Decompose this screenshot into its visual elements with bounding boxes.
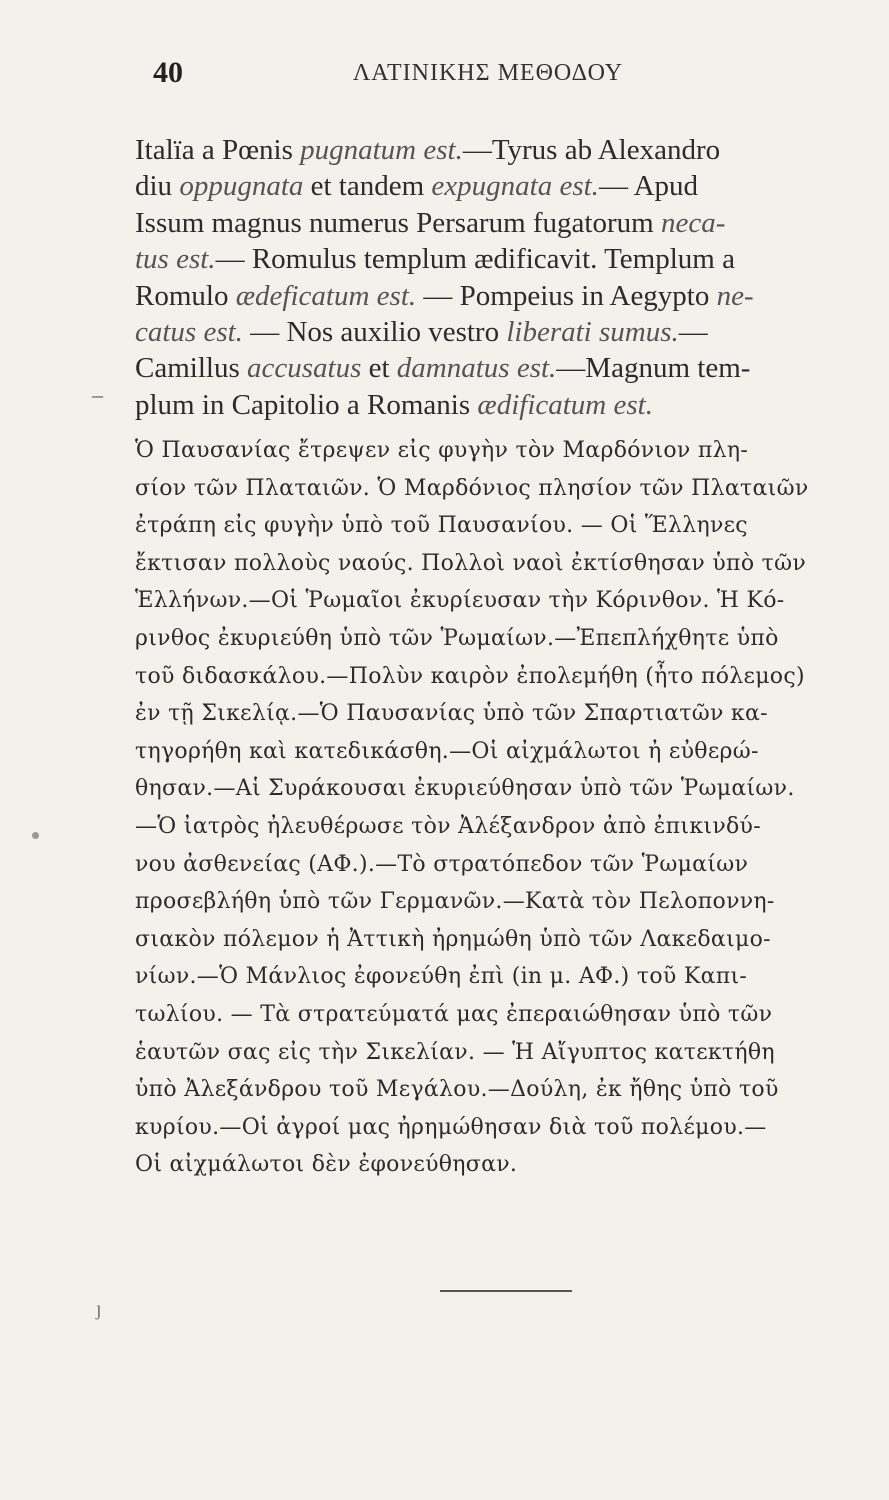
text-line	[135, 278, 875, 314]
text-line: ἐν τῇ Σικελίᾳ.—Ὁ Παυσανίας ὑπὸ τῶν Σπαρτιατῶν κα-	[135, 701, 768, 727]
italic-text: tus est.	[135, 243, 216, 276]
italic-text: catus est.	[135, 316, 243, 348]
italic-text: liberati sumus.	[506, 316, 679, 348]
roman-text: —Tyrus ab Alexandro	[462, 134, 721, 166]
roman-text: plum in Capitolio a Romanis	[135, 388, 478, 421]
end-rule	[440, 1290, 572, 1292]
text-line: νίων.—Ὁ Μάνλιος ἐφονεύθη ἐπὶ (in μ. ΑΦ.) τοῦ Καπι-	[135, 964, 748, 990]
text-line: —Ὁ ἰατρὸς ἠλευθέρωσε τὸν Ἀλέξανδρον ἀπὸ ἐπικινδύ-	[135, 814, 761, 839]
italic-text: ædeficatum est.	[235, 279, 417, 312]
italic-text: oppugnata	[179, 170, 304, 203]
text-line	[135, 205, 875, 241]
text-line: τωλίου. — Τὰ στρατεύματά μας ἐπεραιώθησαν ὑπὸ τῶν	[135, 1002, 773, 1027]
roman-text: Issum magnus numerus Persarum fugatorum	[135, 206, 661, 239]
text-line: προσεβλήθη ὑπὸ τῶν Γερμανῶν.—Κατὰ τὸν Πελοποννη-	[135, 889, 775, 915]
italic-text: pugnatum est.	[300, 134, 463, 166]
text-line: θησαν.—Αἱ Συράκουσαι ἐκυριεύθησαν ὑπὸ τῶν Ῥωμαίων.	[135, 776, 795, 802]
text-line: ὑπὸ Ἀλεξάνδρου τοῦ Μεγάλου.—Δούλη, ἐκ ἤθης ὑπὸ τοῦ	[135, 1077, 779, 1103]
roman-text: et	[361, 352, 397, 385]
text-line: σίον τῶν Πλαταιῶν. Ὁ Μαρδόνιος πλησίον τῶν Πλαταιῶν	[135, 475, 809, 501]
text-line	[135, 168, 875, 204]
text-line: κυρίου.—Οἱ ἀγροί μας ἠρημώθησαν διὰ τοῦ πολέμου.—	[135, 1114, 767, 1140]
text-line: τηγορήθη καὶ κατεδικάσθη.—Οἱ αἰχμάλωτοι ἠ εὐθερώ-	[135, 738, 759, 764]
page-header	[135, 56, 841, 96]
text-line: ἑαυτῶν σας εἰς τὴν Σικελίαν. — Ἡ Αἴγυπτος κατεκτήθη	[135, 1039, 775, 1065]
running-head: ΛΑΤΙΝΙΚΗΣ ΜΕΘΟΔΟΥ	[352, 60, 624, 86]
text-line: τοῦ διδασκάλου.—Πολὺν καιρὸν ἐπολεμήθη (ἦτο πόλεμος)	[135, 663, 805, 689]
italic-text: damnatus est.	[396, 352, 557, 385]
italic-text: neca-	[660, 206, 726, 239]
roman-text: Camillus	[135, 352, 247, 385]
roman-text: et tandem	[303, 170, 432, 203]
text-line	[135, 241, 875, 277]
italic-text: ne-	[716, 279, 754, 312]
roman-text: —Magnum tem-	[556, 352, 751, 385]
roman-text: Romulo	[135, 279, 236, 312]
text-line	[135, 387, 875, 423]
roman-text: — Romulus templum ædificavit. Templum a	[215, 243, 735, 276]
roman-text: — Pompeius in Aegypto	[416, 279, 717, 312]
page-number: 40	[153, 56, 183, 89]
text-line: σιακὸν πόλεμον ἡ Ἀττικὴ ἠρημώθη ὑπὸ τῶν Λακεδαιμο-	[135, 926, 771, 952]
text-line: ἔκτισαν πολλοὺς ναούς. Πολλοὶ ναοὶ ἐκτίσθησαν ὑπὸ τῶν	[135, 550, 807, 576]
roman-text: diu	[135, 170, 180, 203]
text-line: Οἱ αἰχμάλωτοι δὲν ἐφονεύθησαν.	[135, 1152, 518, 1178]
italic-text: ædificatum est.	[477, 388, 653, 421]
text-line	[135, 350, 875, 386]
text-line: Ἑλλήνων.—Οἱ Ῥωμαῖοι ἐκυρίευσαν τὴν Κόρινθον. Ἡ Κό-	[135, 588, 785, 614]
margin-mark: –	[92, 382, 103, 407]
text-line: νου ἀσθενείας (ΑΦ.).—Τὸ στρατόπεδον τῶν Ῥωμαίων	[135, 851, 749, 877]
roman-text: — Nos auxilio vestro	[242, 316, 507, 348]
text-line: ἐτράπη εἰς φυγὴν ὑπὸ τοῦ Παυσανίου. — Οἱ Ἕλληνες	[135, 513, 748, 539]
text-line: ρινθος ἐκυριεύθη ὑπὸ τῶν Ῥωμαίων.—Ἐπεπλήχθητε ὑπὸ	[135, 626, 779, 651]
text-line	[135, 132, 875, 168]
margin-tick: ȷ	[96, 1298, 102, 1320]
text-line	[135, 314, 875, 350]
roman-text: —	[678, 316, 708, 348]
italic-text: accusatus	[246, 352, 362, 385]
roman-text: — Apud	[598, 170, 699, 203]
italic-text: expugnata est.	[431, 170, 599, 203]
roman-text: Italïa a Pœnis	[135, 134, 301, 166]
margin-dot	[32, 832, 39, 839]
text-line: Ὁ Παυσανίας ἔτρεψεν εἰς φυγὴν τὸν Μαρδόνιον πλη-	[135, 438, 749, 463]
